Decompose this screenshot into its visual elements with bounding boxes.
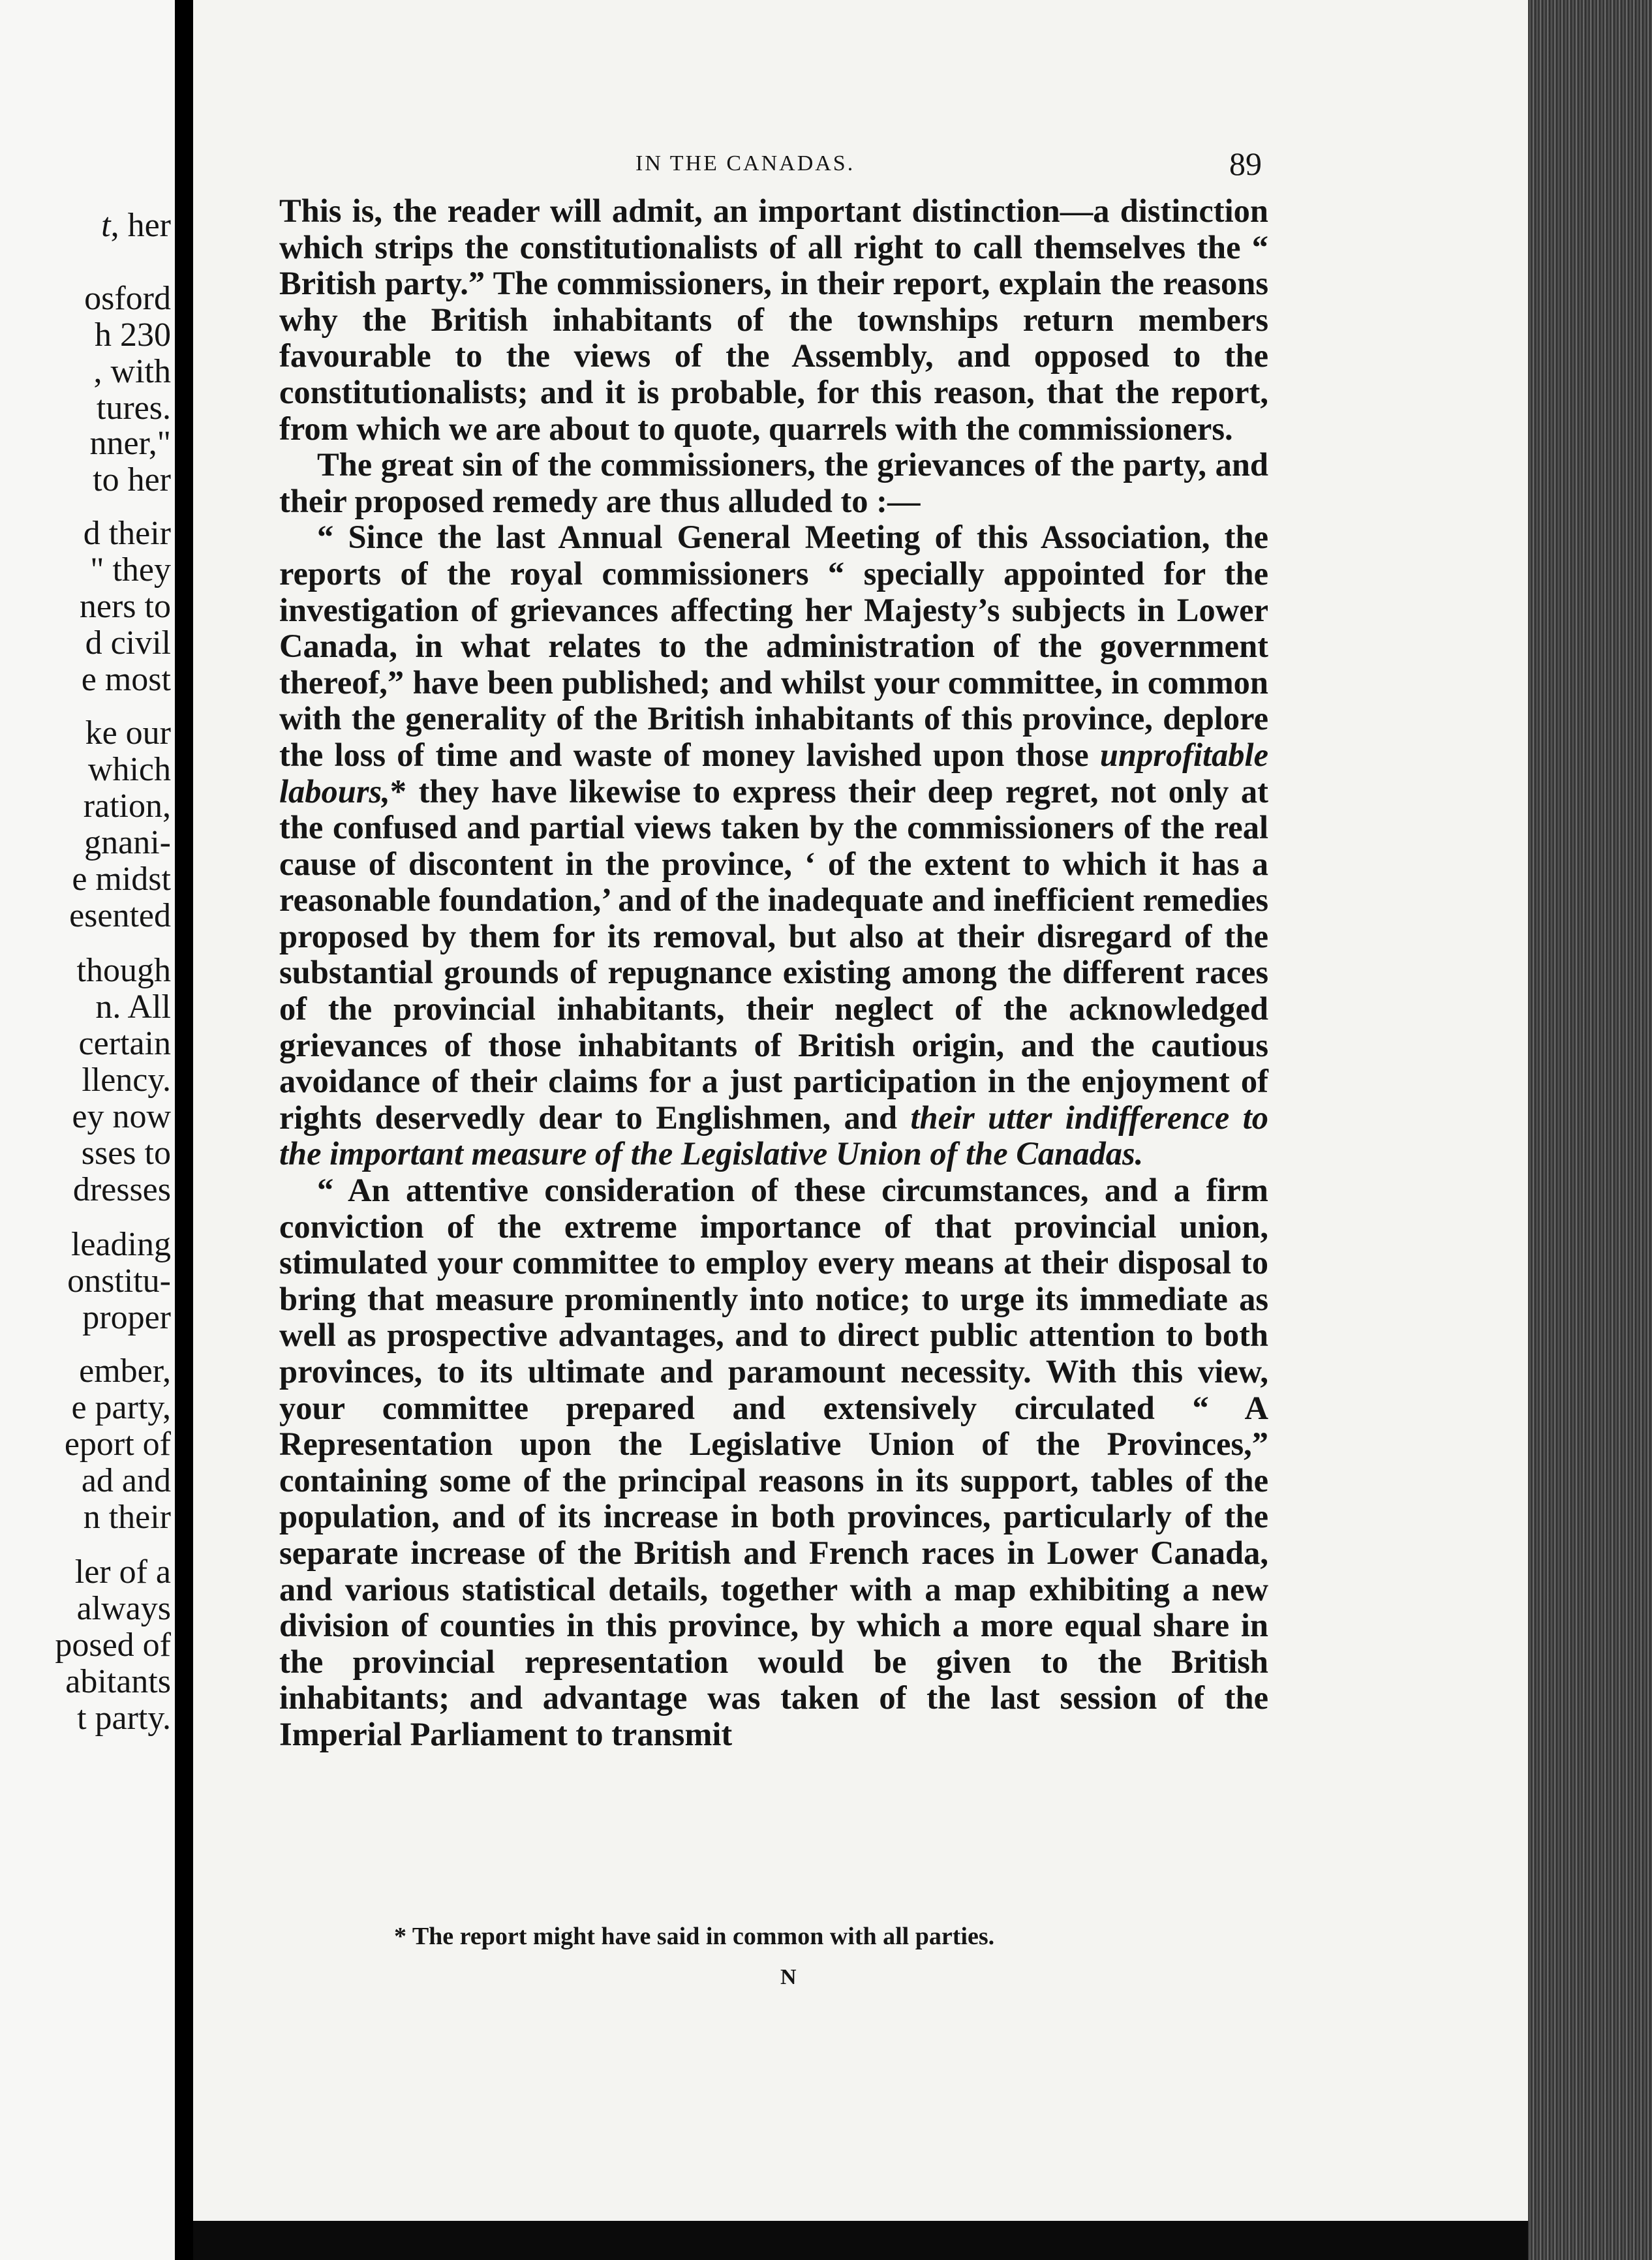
paragraph-1: This is, the reader will admit, an important distinction—a distinction which strips the constitutionalists of all right to call themselves the “ British party.” The commissioners, in their report, explain the reasons why the British inhabitants of the townships return members favourable to the views of the Assembly, and opposed to the constitutionalists; and it is probable, for this reason, that the report, from which we are about to quote, quarrels with the commissioners. [279, 192, 1268, 447]
paragraph-3-italic-a: unprofitable labours, [279, 736, 1268, 810]
previous-page-line: always [76, 1590, 171, 1627]
paragraph-2: The great sin of the commissioners, the grievances of the party, and their proposed remedy are thus alluded to :— [279, 446, 1268, 519]
previous-page-line: nner," [89, 425, 171, 462]
previous-page-line: eport of [64, 1426, 171, 1463]
previous-page-line: proper [82, 1299, 171, 1336]
previous-page-line: though [76, 952, 171, 989]
paragraph-4: “ An attentive consideration of these circumstances, and a firm conviction of the extreme importance of that provincial union, stimulated your committee to employ every means at their disposal to bring that measure prominently into notice; to urge its immediate as well as prospective advantages, and to direct public attention to both provinces, to its ultimate and paramount necessity. With this view, your committee prepared and extensively circulated “ A Representation upon the Legislative Union of the Provinces,” containing some of the principal reasons in its support, tables of the population, and of its increase in both provinces, particularly of the separate increase of the British and French races in Lower Canada, and various statistical details, together with a map exhibiting a new division of counties in this province, by which a more equal share in the provincial representation would be given to the British inhabitants; and advantage was taken of the last session of the Imperial Parliament to transmit [279, 1172, 1268, 1752]
previous-page-line: abitants [65, 1663, 171, 1700]
previous-page-line: e party, [71, 1389, 171, 1426]
previous-page-line: e midst [72, 861, 171, 898]
page-body [279, 193, 1268, 1753]
previous-page-line: n. All [95, 988, 171, 1026]
previous-page-line: ke our [85, 714, 171, 752]
previous-page-line: ners to [79, 588, 171, 625]
previous-page-line: leading [70, 1226, 171, 1263]
previous-page-line: ler of a [74, 1553, 171, 1591]
previous-page-line: esented [69, 897, 171, 934]
previous-page-line: sses to [81, 1135, 171, 1172]
previous-page-line: t party. [77, 1700, 171, 1737]
previous-page-line: t, her [101, 207, 171, 244]
previous-page-line: ey now [72, 1098, 171, 1135]
previous-page-line: osford [84, 280, 171, 317]
previous-page-line: which [87, 751, 171, 788]
previous-page-line: to her [93, 461, 171, 498]
previous-page-line: ration, [83, 787, 171, 825]
previous-page-line: " they [90, 551, 171, 588]
previous-page-line: n their [83, 1499, 171, 1536]
previous-page-line: e most [81, 661, 171, 698]
page-number: 89 [1229, 145, 1262, 182]
paragraph-3-text-a: “ Since the last Annual General Meeting of this Association, the reports of the royal commissioners “ specially appointed for the investigation of grievances affecting her Majesty’s subjects in Lower Canada, in what relates to the administration of the government thereof,” have been published; and whilst your committee, in common with the generality of the British inhabitants of this province, deplore the loss of time and waste of money lavished upon those [279, 519, 1268, 773]
previous-page-line: ember, [79, 1352, 171, 1390]
footnote: * The report might have said in common with all parties. [394, 1923, 995, 1950]
paragraph-3-text-b: * they have likewise to express their deep regret, not only at the confused and partial views taken by the commissioners of the real cause of discontent in the province, ‘ of the extent to which it has a reasonable foundation,’ and of the inadequate and inefficient remedies proposed by them for its removal, but also at their disregard of the substantial grounds of repugnance existing among the different races of the provincial inhabitants, their neglect of the acknowledged grievances of those inhabitants of British origin, and the cautious avoidance of their claims for a just participation in the enjoyment of rights deservedly dear to Englishmen, and [279, 772, 1268, 1136]
previous-page-line: d civil [85, 624, 171, 662]
previous-page-fragment [0, 0, 175, 2260]
paragraph-3-italic-b: their utter indifference to the important measure of the Legislative Union of the Canadas. [279, 1099, 1268, 1172]
book-gutter [175, 0, 193, 2260]
previous-page-line: d their [83, 515, 171, 552]
previous-page-line: certain [78, 1025, 171, 1062]
previous-page-line: posed of [55, 1626, 171, 1664]
previous-page-line: dresses [72, 1171, 171, 1208]
previous-page-line: h 230 [95, 316, 171, 354]
previous-page-line: llency. [82, 1061, 171, 1099]
bottom-shadow [193, 2221, 1528, 2260]
previous-page-line: , with [93, 353, 171, 390]
previous-page-line: onstitu- [67, 1262, 171, 1300]
paragraph-3 [279, 519, 1268, 1172]
previous-page-line: ad and [81, 1462, 171, 1499]
signature-mark: N [780, 1965, 797, 1989]
previous-page-line: tures. [96, 389, 171, 427]
running-title: IN THE CANADAS. [635, 151, 855, 176]
book-page-edges [1528, 0, 1652, 2260]
previous-page-line: gnani- [84, 824, 171, 861]
